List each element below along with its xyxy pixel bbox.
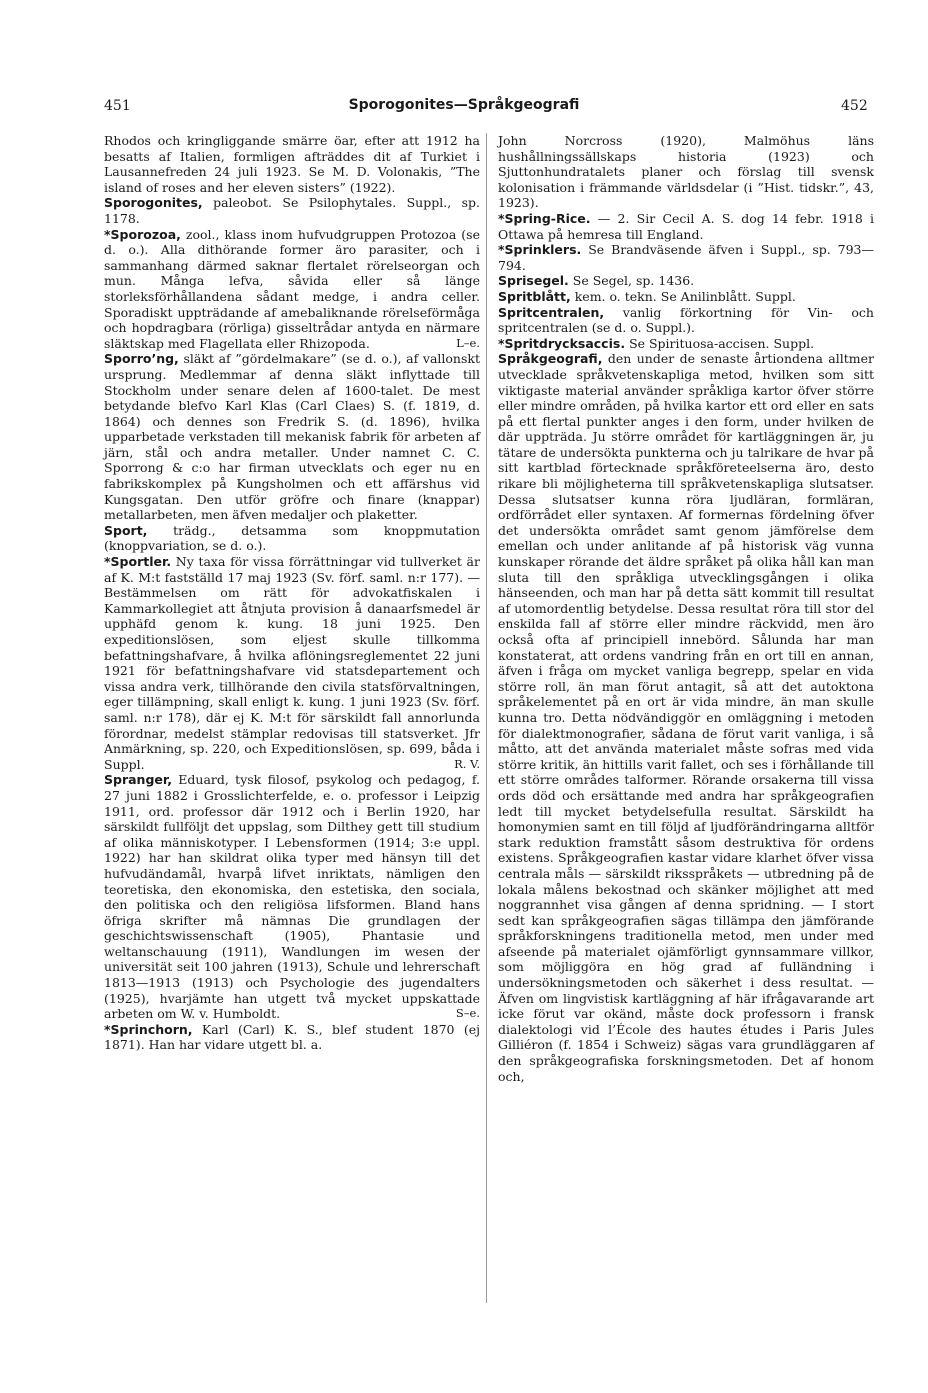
dictionary-entry bbox=[498, 305, 874, 336]
dictionary-entry bbox=[104, 523, 480, 554]
dictionary-entry bbox=[498, 289, 874, 305]
dictionary-entry bbox=[104, 554, 480, 772]
entry-headword: Sprisegel. bbox=[498, 273, 569, 289]
entry-headword: Spritblått, bbox=[498, 288, 571, 304]
entry-headword: Språkgeografi, bbox=[498, 351, 603, 367]
dictionary-entry bbox=[498, 242, 874, 273]
entry-text: Eduard, tysk filosof, psykolog och pedagog, f. 27 juni 1882 i Grosslichterfelde, e. o. professor i Leipzig 1911, ord. professor där 1912 och i Berlin 1920, har särskildt fullföljt det uppslag, som Dilthey gett till studium af olika människotyper. I Lebensformen (1914; 3:e uppl. 1922) har han skildrat olika typer med hänsyn till det hufvudändamål, hvarpå lifvet inriktats, nämligen den teoretiska, den ekonomiska, den estetiska, den sociala, den politiska och den religiösa lifsformen. Bland hans öfriga skrifter må nämnas Die grundlagen der geschichtswissenschaft (1905), Phantasie und weltanschauung (1911), Wandlungen im wesen der universität seit 100 jahren (1913), Schule und lehrerschaft 1813—1913 (1913) och Psychologie des jugendalters (1925), hvarjämte han utgett två mycket uppskattade arbeten om W. v. Humboldt. bbox=[104, 772, 480, 1022]
entry-text: kem. o. tekn. Se Anilinblått. Suppl. bbox=[574, 288, 796, 304]
entry-headword: Sporogonites, bbox=[104, 195, 203, 211]
entry-text: Se Spirituosa-accisen. Suppl. bbox=[629, 335, 815, 351]
right-column bbox=[498, 133, 874, 1084]
entry-headword: *Sprinchorn, bbox=[104, 1021, 193, 1037]
entry-text: paleobot. Se Psilophytales. Suppl., sp. 1178. bbox=[104, 195, 480, 226]
entry-text: släkt af ”gördelmakare” (se d. o.), af vallonskt ursprung. Medlemmar af denna släkt inflyttade till Stockholm under senare delen af 1600-talet. De mest betydande blefvo Karl Klas (Carl Claes) S. (f. 1819, d. 1864) och dennes son Fredrik S. (d. 1896), hvilka upparbetade verkstaden till mekanisk fabrik för arbeten af järn, stål och andra metaller. Under namnet C. C. Sporrong & c:o har firman utvecklats och eger nu en fabrikskomplex på Kungsholmen och ett affärshus vid Kungsgatan. Den utför gröfre och finare (knappar) metallarbeten, men äfven medaljer och plaketter. bbox=[104, 351, 480, 523]
entry-headword: *Spritdrycksaccis. bbox=[498, 335, 626, 351]
column-divider bbox=[486, 133, 487, 1303]
dictionary-entry bbox=[104, 133, 480, 195]
entry-text: Rhodos och kringliggande smärre öar, efter att 1912 ha besatts af Italien, formligen afträddes dit af Turkiet i Lausannefreden 24 juli 1923. Se M. D. Volonakis, ”The island of roses and her eleven sisters” (1922). bbox=[104, 133, 480, 195]
entry-signature: S–e. bbox=[455, 1006, 480, 1021]
entry-text: Se Segel, sp. 1436. bbox=[572, 273, 695, 289]
running-title: Sporogonites—Språkgeografi bbox=[348, 97, 580, 113]
entry-headword: Sport, bbox=[104, 522, 148, 538]
dictionary-entry bbox=[498, 133, 874, 211]
dictionary-entry bbox=[498, 211, 874, 242]
dictionary-entry bbox=[104, 1022, 480, 1053]
entry-text: zool., klass inom hufvudgruppen Protozoa (se d. o.). Alla dithörande former äro parasiter, och i sammanhang därmed saknar flertalet rörelseorgan och mun. Många lefva, såvida eller så länge storleksförhållandena sådant medge, i andra celler. Sporadiskt uppträdande af amebaliknande rörelseförmåga och hopdragbara (rörliga) gisseltrådar antyda en närmare släktskap med Flagellata eller Rhizopoda. bbox=[104, 226, 480, 351]
page-number-left: 451 bbox=[104, 98, 131, 114]
entry-text: den under de senaste årtiondena alltmer utvecklade språkvetenskapliga metod, hvilken som sitt viktigaste material använder språkliga kartor öfver större eller mindre områden, på hvilka kartor ett ord eller en sats på ett flertal punkter anges i den form, under hvilken de där uppträda. Ju större området för kartläggningen är, ju tätare de undersökta punkterna och ju talrikare de hvar på sitt kartblad förtecknade språkföreteelserna äro, desto rikare bli möjligheterna till språkvetenskapliga slutsatser. Dessa slutsatser kunna röra ljudläran, formläran, ordförrådet eller syntaxen. Af formernas fördelning öfver det undersökta området samt genom jämförelse dem emellan och under anlitande af på historisk väg vunna kunskaper rörande det äldre språket på olika håll kan man sluta till den språkliga utvecklingsgången i olika hänseenden, och man har på detta sätt kommit till resultat af utomordentlig betydelse. Dessa resultat röra till stor del enskilda fall af större eller mindre räckvidd, men äro också ofta af principiell innebörd. Sålunda har man konstaterat, att ordens vandring från en ort till en annan, äfven i fråga om mycket vanliga begrepp, spelar en vida större roll, än man förut antagit, så att det autoktona språkelementet på en ort är vida mindre, än man skulle kunna tro. Detta nödvändiggör en omläggning i metoden för dialektmonografier, sådana de förut varit vanliga, i så måtto, att det använda materialet måste sofras med vida större kritik, än hittills varit fallet, och ses i förhållande till ett större områdes talformer. Rörande orsakerna till vissa ords död och ersättande med andra har språkgeografien ledt till mycket betydelsefulla resultat. Särskildt ha homonymien samt en till följd af ljudförändringarna alltför stark reduktion framstått såsom destruktiva för ordens existens. Språkgeografien kastar vidare klarhet öfver vissa centrala måls — särskildt riksspråkets — utbredning på de lokala målens bekostnad och skänker möjlighet att med noggrannhet visa gången af denna spridning. — I stort sedt kan språkgeografien sägas tillämpa den jämförande språkforskningens traditionella metod, men under med afseende på materialet ojämförligt gynnsammare villkor, som möjliggöra en hög grad af fulländning i undersökningsmetoden och säkerhet i dess resultat. — Äfven om lingvistisk kartläggning af här ifrågavarande art icke förut var okänd, måste dock professorn i fransk dialektologi vid l’École des hautes études i Paris Jules Gilliéron (f. 1854 i Schweiz) sägas vara grundläggaren af den språkgeografiska forskningsmetoden. Det af honom och, bbox=[498, 351, 874, 1084]
dictionary-entry bbox=[498, 351, 874, 1084]
entry-text: — 2. Sir Cecil A. S. dog 14 febr. 1918 i Ottawa på hemresa till England. bbox=[498, 210, 875, 242]
entry-headword: Spranger, bbox=[104, 772, 172, 788]
entry-headword: *Sprinklers. bbox=[498, 242, 582, 258]
entry-signature: L–e. bbox=[456, 335, 480, 350]
entry-headword: *Sporozoa, bbox=[104, 226, 181, 242]
entry-headword: Sporro’ng, bbox=[104, 351, 179, 367]
dictionary-entry bbox=[104, 227, 480, 352]
entry-text: Ny taxa för vissa förrättningar vid tullverket är af K. M:t fastställd 17 maj 1923 (Sv. förf. saml. n:r 177). — Bestämmelsen om rätt för advokatfiskalen i Kammarkollegiet att åtnjuta provision å danaarfsmedel är upphäfd genom k. kung. 18 juni 1925. Den expeditionslösen, som eljest skulle tillkomma befattningshafvare, å hvilka aflöningsreglementet 22 juni 1921 för befattningshafvare vid statsdepartement och vissa andra verk, tillhörande den civila statsförvaltningen, eger tillämpning, skall enligt k. kung. 1 juni 1923 (Sv. förf. saml. n:r 178), där ej K. M:t för särskildt fall annorlunda förordnar, medelst stämplar redovisas till statsverket. Jfr Anmärkning, sp. 220, och Expeditionslösen, sp. 699, båda i Suppl. bbox=[104, 554, 480, 772]
entry-headword: *Spring-Rice. bbox=[498, 210, 591, 226]
entry-signature: R. V. bbox=[454, 756, 480, 771]
entry-text: vanlig förkortning för Vin- och spritcentralen (se d. o. Suppl.). bbox=[498, 304, 874, 336]
left-column bbox=[104, 133, 480, 1053]
dictionary-entry bbox=[498, 336, 874, 352]
page-number-right: 452 bbox=[841, 98, 868, 114]
entry-text: trädg., detsamma som knoppmutation (knoppvariation, se d. o.). bbox=[104, 522, 480, 554]
entry-text: Karl (Carl) K. S., blef student 1870 (ej 1871). Han har vidare utgett bl. a. bbox=[104, 1021, 480, 1053]
dictionary-entry bbox=[104, 195, 480, 226]
entry-text: John Norcross (1920), Malmöhus läns hushållningssällskaps historia (1923) och Sjuttonhundratalets planer och förslag till svensk kolonisation i främmande världsdelar (i ”Hist. tidskr.”, 43, 1923). bbox=[498, 133, 874, 211]
entry-headword: *Sportler. bbox=[104, 554, 172, 570]
entry-text: Se Brandväsende äfven i Suppl., sp. 793—794. bbox=[498, 242, 874, 273]
dictionary-entry bbox=[104, 351, 480, 523]
entry-headword: Spritcentralen, bbox=[498, 304, 605, 320]
dictionary-entry bbox=[498, 273, 874, 289]
dictionary-entry bbox=[104, 772, 480, 1022]
